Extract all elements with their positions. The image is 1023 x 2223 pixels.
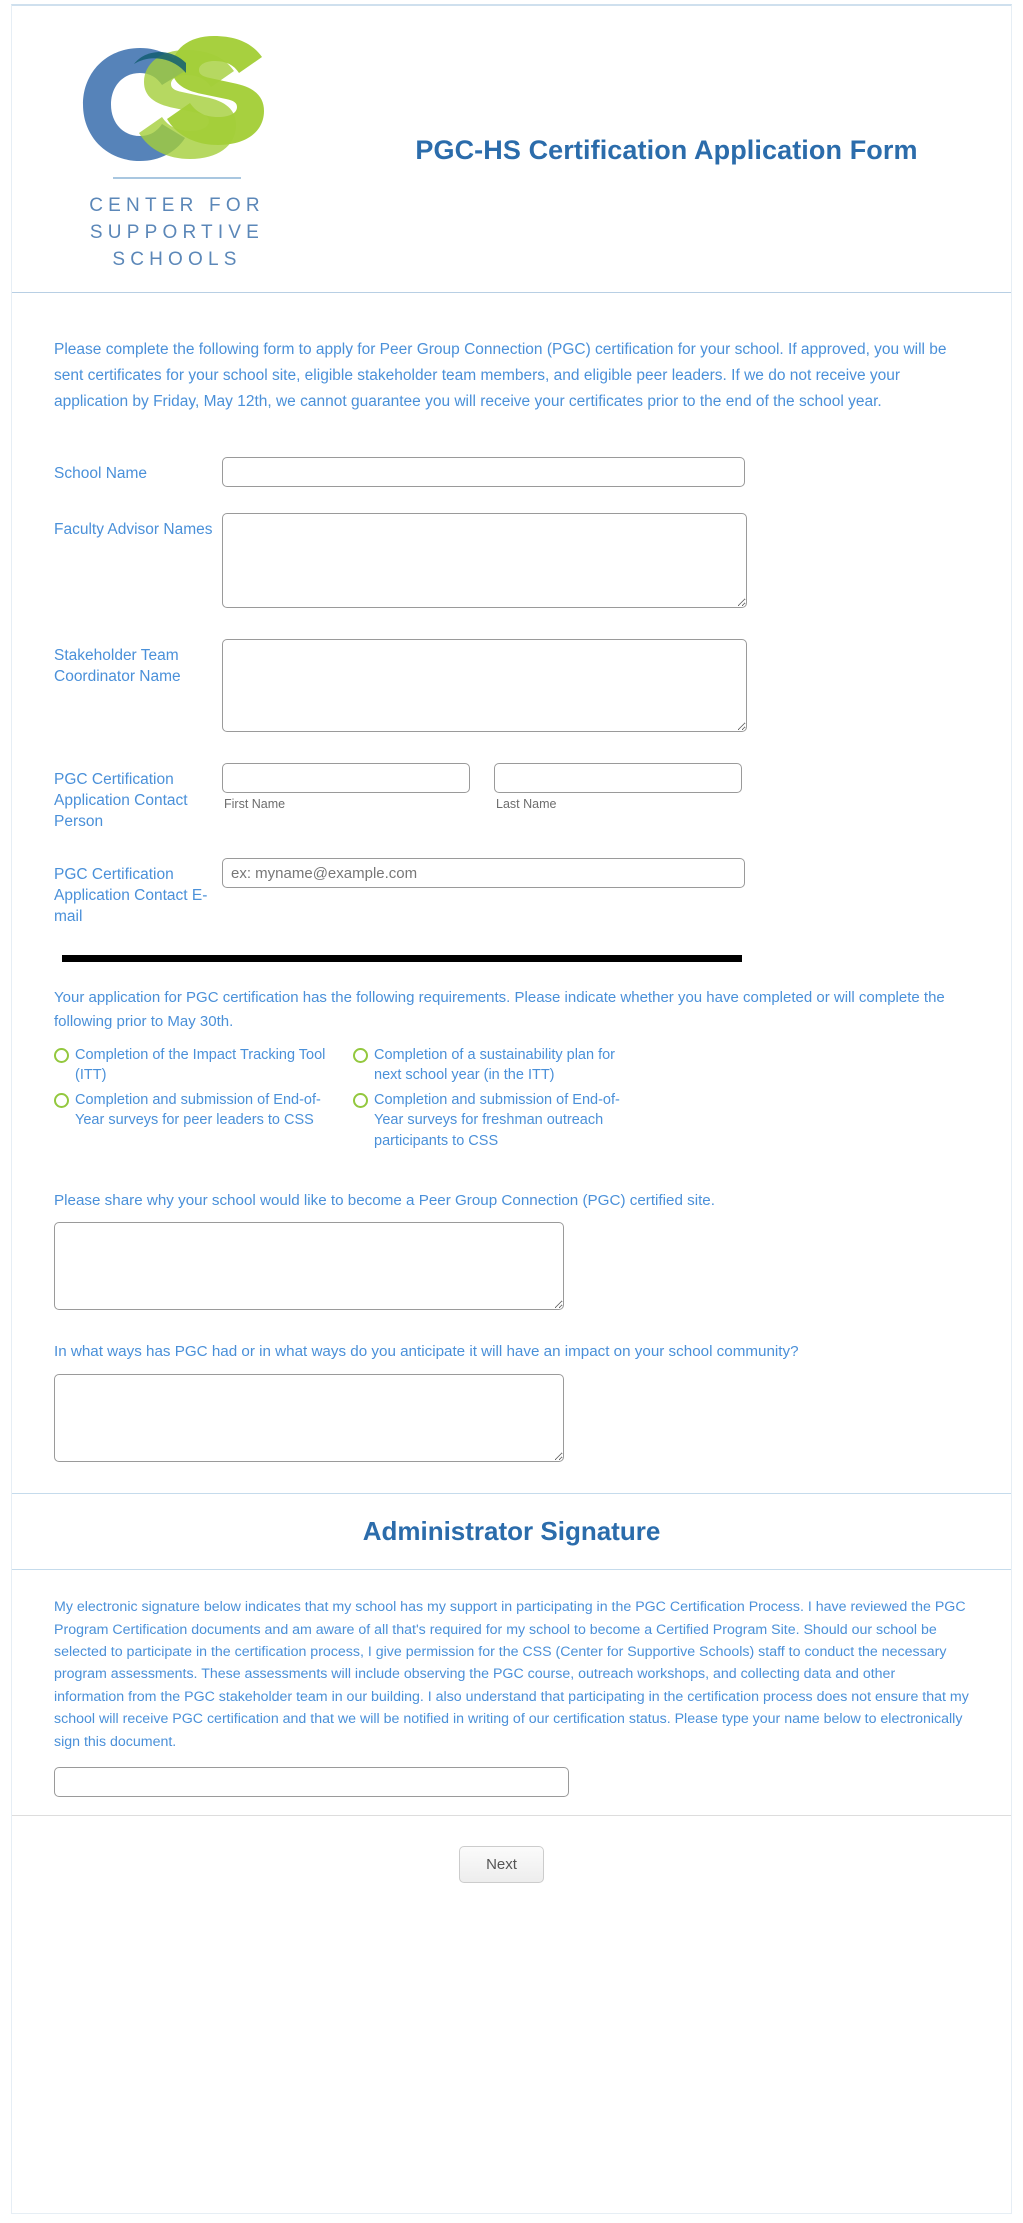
- question-2-textarea[interactable]: [54, 1374, 564, 1462]
- logo-line-2: SUPPORTIVE: [89, 221, 265, 243]
- checkbox-item[interactable]: [353, 1045, 638, 1086]
- contact-email-input[interactable]: [222, 858, 745, 888]
- page-title: PGC-HS Certification Application Form: [415, 135, 918, 166]
- first-name-sublabel: First Name: [224, 797, 286, 811]
- last-name-sublabel: Last Name: [496, 797, 557, 811]
- checkbox-label: Completion of the Impact Tracking Tool (ITT): [75, 1046, 326, 1084]
- control-faculty-advisor: [222, 513, 969, 613]
- label-contact-email: PGC Certification Application Contact E-mail: [54, 866, 208, 926]
- question-block-2: [54, 1341, 969, 1467]
- logo-line-1: CENTER FOR: [89, 195, 265, 216]
- first-name-input[interactable]: [222, 763, 470, 793]
- field-contact-person: [54, 763, 969, 832]
- checkbox-item[interactable]: [54, 1045, 339, 1086]
- question-label-2: In what ways has PGC had or in what ways do you anticipate it will have an impact on your school community?: [54, 1343, 799, 1361]
- label-contact-person: PGC Certification Application Contact Person: [54, 771, 188, 831]
- question-1-textarea[interactable]: [54, 1222, 564, 1310]
- name-pair: [222, 763, 969, 811]
- last-name-col: [494, 763, 742, 811]
- checkbox-item[interactable]: [353, 1090, 638, 1152]
- title-block: [342, 130, 1011, 172]
- footer-actions: [34, 1816, 969, 1923]
- logo-block: [12, 28, 342, 274]
- control-contact-email: [222, 858, 969, 888]
- control-school-name: [222, 457, 969, 487]
- checkbox-label: Completion and submission of End-of-Year surveys for freshman outreach participants to CSS: [374, 1091, 620, 1149]
- field-faculty-advisor: [54, 513, 969, 613]
- circle-checkbox-icon[interactable]: [353, 1093, 368, 1108]
- field-stakeholder-coordinator: [54, 639, 969, 737]
- logo-wordmark: [89, 177, 265, 274]
- next-button[interactable]: Next: [459, 1846, 544, 1883]
- school-name-input[interactable]: [222, 457, 745, 487]
- circle-checkbox-icon[interactable]: [353, 1048, 368, 1063]
- stakeholder-coordinator-textarea[interactable]: [222, 639, 747, 732]
- requirements-intro: Your application for PGC certification has the following requirements. Please indicate whether you have completed or will complete the following prior to May 30th.: [54, 989, 945, 1030]
- signature-input[interactable]: [54, 1767, 569, 1797]
- label-school-name: School Name: [54, 465, 148, 482]
- question-block-1: [54, 1190, 969, 1316]
- label-stakeholder-coordinator: Stakeholder Team Coordinator Name: [54, 647, 181, 686]
- checkbox-item[interactable]: [54, 1090, 339, 1152]
- signature-heading: Administrator Signature: [12, 1494, 1011, 1570]
- form-header: [12, 6, 1011, 293]
- field-school-name: [54, 457, 969, 487]
- form-card: [11, 4, 1012, 2214]
- form-body: [12, 293, 1011, 1923]
- signature-consent-text: My electronic signature below indicates that my school has my support in participating in the PGC Certification Process. I have reviewed the PGC Program Certification documents and am aware of all that's required for my school to become a Certified Program Site. Should our school be selected to participate in the certification process, I give permission for the CSS (Center for Supportive Schools) staff to conduct the necessary program assessments. These assessments will include observing the PGC course, outreach workshops, and collecting data and other information from the PGC stakeholder team in our building. I also understand that participating in the certification process does not ensure that my school will receive PGC certification and that we will be notified in writing of our certification status. Please type your name below to electronically sign this document.: [54, 1599, 969, 1750]
- requirements-checkbox-group: [54, 1045, 969, 1152]
- first-name-col: [222, 763, 470, 811]
- question-label-1: Please share why your school would like to become a Peer Group Connection (PGC) certified site.: [54, 1191, 715, 1209]
- last-name-input[interactable]: [494, 763, 742, 793]
- logo-divider: [113, 177, 241, 179]
- label-faculty-advisor: Faculty Advisor Names: [54, 521, 213, 538]
- intro-paragraph: Please complete the following form to apply for Peer Group Connection (PGC) certification for your school. If approved, you will be sent certificates for your school site, eligible stakeholder team members, and eligible peer leaders. If we do not receive your application by Friday, May 12th, we cannot guarantee you will receive your certificates prior to the end of the school year.: [54, 340, 947, 410]
- css-logo-icon: [77, 32, 277, 167]
- faculty-advisor-textarea[interactable]: [222, 513, 747, 608]
- circle-checkbox-icon[interactable]: [54, 1093, 69, 1108]
- checkbox-label: Completion of a sustainability plan for next school year (in the ITT): [374, 1046, 615, 1084]
- section-divider-bar: [62, 955, 742, 962]
- field-contact-email: [54, 858, 969, 927]
- circle-checkbox-icon[interactable]: [54, 1048, 69, 1063]
- logo-line-3: SCHOOLS: [112, 248, 242, 270]
- control-contact-person: [222, 763, 969, 811]
- control-stakeholder-coordinator: [222, 639, 969, 737]
- checkbox-label: Completion and submission of End-of-Year surveys for peer leaders to CSS: [75, 1091, 321, 1129]
